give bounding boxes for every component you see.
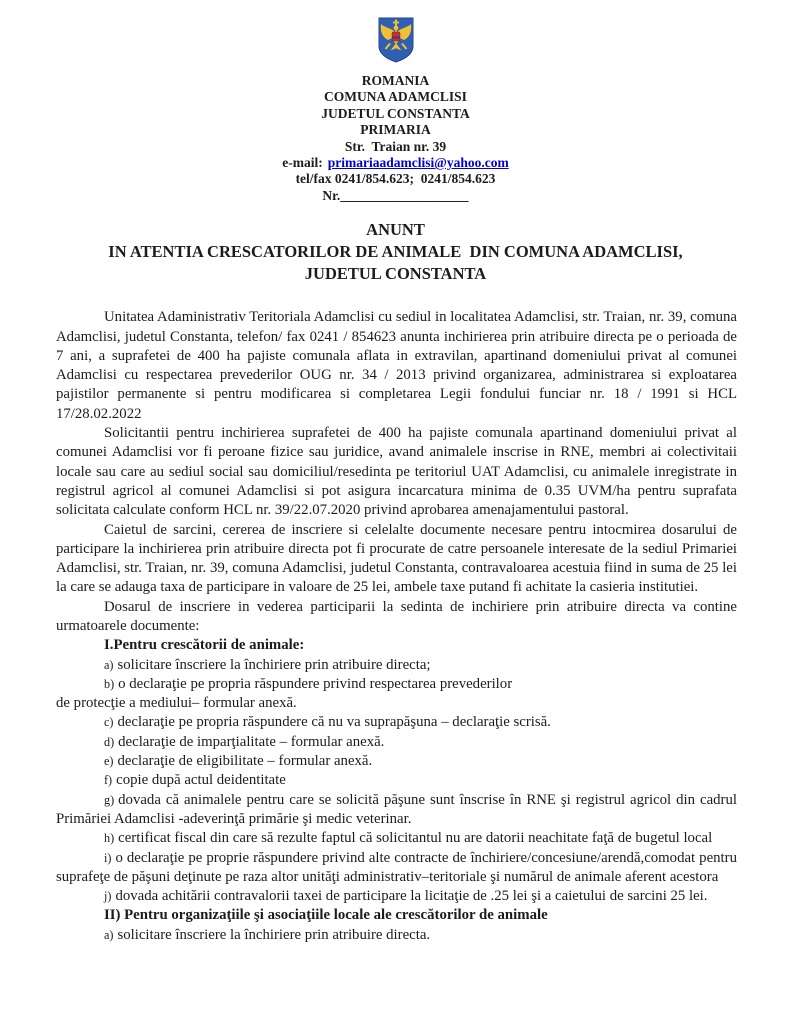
list-item-text: dovada că animalele pentru care se solicită păşune sunt înscrise în RNE şi registrul agricol din cadrul Primăriei Adamclisi -adeverinţă primărie şi medic veterinar.: [56, 791, 737, 827]
list-item-h: [56, 829, 737, 848]
list-item-text: solicitare înscriere la închiriere prin atribuire directa.: [117, 926, 431, 943]
list-marker: a): [104, 927, 114, 942]
list-item-text: certificat fiscal din care să rezulte faptul că solicitantul nu are datorii neachitate faţă de bugetul local: [118, 830, 713, 847]
list-item-text: o declaraţie pe proprie răspundere privind alte contracte de închiriere/concesiune/arendă,comodat pentru suprafeţe de păşuni deţinute pe raza altor unităţi administrativ–teritoriale şi numărul de animale aferent acestora: [56, 849, 737, 885]
list-item-c: [56, 713, 737, 732]
paragraph-2: Solicitantii pentru inchirierea suprafetei de 400 ha pajiste comunala apartinand domeniului privat al comunei Adamclisi vor fi peroane fizice sau juridice, avand animalele inscrise in RNE, membri ai colectivitaii locale sau care au sediul social sau domiciliul/resedinta pe teritoriul UAT Adamclisi, cu animalele inregistrate in registrul agricol al comunei Adamclisi si pot asigura incarcatura minima de 0.35 UVM/ha pentru suprafata solicitata calculate conform HCL nr. 39/22.07.2020 privind aprobarea amenajamentului pastoral.: [56, 425, 737, 519]
list-item-f: [56, 771, 737, 790]
announcement-title-block: [0, 219, 791, 285]
list-marker: e): [104, 754, 114, 769]
header-commune: COMUNA ADAMCLISI: [324, 89, 467, 105]
list-item-e: [56, 752, 737, 771]
paragraph-1: Unitatea Adaministrativ Teritoriala Adamclisi cu sediul in localitatea Adamclisi, str. Traian, nr. 39, comuna Adamclisi, judetul Constanta, telefon/ fax 0241 / 854623 anunta inchirierea prin atribuire directa pe o perioada de 7 ani, a suprafetei de 400 ha pajiste comunala aflata in extravilan, apartinand domeniului privat al comunei Adamclisi cu respectarea prevederilor OUG nr. 34 / 2013 privind organizarea, administrarea si exploatarea pajistilor permanente si pentru modificarea si completarea Legii fondului funciar nr. 18 / 1991 si HCL 17/28.02.2022: [56, 309, 737, 422]
email-row: [0, 155, 791, 171]
list-item-a: [56, 656, 737, 675]
list-marker: b): [104, 676, 115, 691]
romania-coat-of-arms-icon: [0, 16, 791, 66]
list-item-text: de protecţie a mediului– formular anexă.: [56, 695, 297, 712]
paragraph-3: Caietul de sarcini, cererea de inscriere si celelalte documente necesare pentru intocmirea dosarului de participare la inchirierea prin atribuire directa pot fi procurate de catre persoanele interesate de la sediul Primariei Adamclisi, str. Traian, nr. 39, comuna Adamclisi, judetul Constanta, contravaloarea acestuia fiind in suma de 25 lei la care se adauga taxa de participare in valoare de 25 lei, ambele taxe putand fi achitate la casieria institutiei.: [56, 521, 737, 596]
section-1-heading: I.Pentru crescătorii de animale:: [104, 637, 305, 654]
list-marker: h): [104, 831, 115, 846]
registration-number-line: Nr.___________________: [322, 187, 469, 203]
list-item-text: o declaraţie pe propria răspundere privind respectarea prevederilor: [118, 675, 513, 692]
list-marker: i): [104, 850, 112, 865]
list-item-d: [56, 733, 737, 752]
email-label: e-mail:: [282, 155, 323, 171]
list-item-i: [56, 849, 737, 888]
letterhead: [0, 73, 791, 204]
header-county: JUDETUL CONSTANTA: [321, 105, 470, 121]
list-item-g: [56, 791, 737, 830]
header-country: ROMANIA: [361, 73, 430, 88]
list-marker: d): [104, 734, 115, 749]
list-marker: a): [104, 657, 114, 672]
list-item-text: declaraţie pe propria răspundere că nu va suprapăşuna – declaraţie scrisă.: [117, 714, 551, 731]
paragraph-4: Dosarul de inscriere in vederea participarii la sedinta de inchiriere prin atribuire directa va contine urmatoarele documente:: [56, 598, 737, 634]
list-item-text: copie după actul deidentitate: [116, 772, 286, 789]
document-body: [56, 308, 737, 945]
announcement-subtitle-line-1: IN ATENTIA CRESCATORILOR DE ANIMALE DIN COMUNA ADAMCLISI,: [108, 242, 683, 262]
list-marker: c): [104, 715, 114, 730]
list-item-j: [56, 887, 737, 906]
list-item-b-continuation: [56, 694, 737, 713]
header-address: Str. Traian nr. 39: [344, 138, 447, 154]
list-marker: f): [104, 773, 113, 788]
announcement-title: ANUNT: [366, 220, 425, 240]
list-item-text: solicitare înscriere la închiriere prin atribuire directa;: [117, 656, 431, 673]
telfax-line: tel/fax 0241/854.623; 0241/854.623: [295, 171, 496, 187]
list-item-text: dovada achitării contravalorii taxei de participare la licitaţie de .25 lei şi a caietului de sarcini 25 lei.: [115, 888, 708, 905]
coat-of-arms-svg: [376, 16, 416, 64]
header-institution: PRIMARIA: [360, 122, 431, 138]
list-marker: j): [104, 889, 112, 904]
email-link[interactable]: primariaadamclisi@yahoo.com: [327, 155, 509, 171]
list-item-text: declaraţie de eligibilitate – formular anexă.: [117, 753, 373, 770]
section-2-item-a: [56, 926, 737, 945]
section-2-heading: II) Pentru organizaţiile şi asociaţiile locale ale crescătorilor de animale: [104, 907, 548, 924]
list-item-b: [56, 675, 737, 694]
announcement-subtitle-line-2: JUDETUL CONSTANTA: [304, 264, 487, 284]
list-marker: g): [104, 792, 115, 807]
list-item-text: declaraţie de imparţialitate – formular anexă.: [118, 733, 385, 750]
